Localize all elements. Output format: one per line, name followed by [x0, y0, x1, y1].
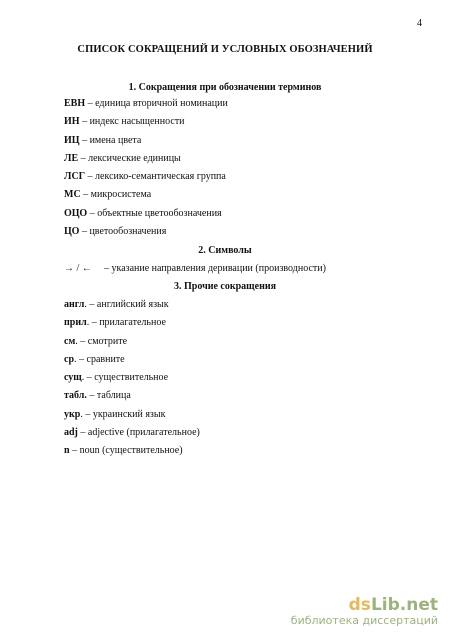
definition: – цветообозначения — [79, 226, 167, 238]
definition: – noun (существительное) — [69, 445, 183, 457]
abbr: ЕВН — [64, 98, 86, 109]
definition: – лексико-семантическая группа — [85, 171, 226, 183]
abbr: табл. — [64, 390, 87, 402]
definition: – имена цвета — [79, 134, 142, 146]
logo-ds: ds — [348, 595, 371, 615]
definition: – лексические единицы — [78, 152, 181, 164]
list-item — [64, 351, 424, 369]
section2-heading: 2. Символы — [198, 245, 252, 256]
definition: – adjective (прилагательное) — [77, 427, 200, 439]
list-item — [64, 406, 424, 424]
arrow-symbols: → / ← — [64, 263, 92, 274]
abbr: adj — [64, 427, 78, 439]
abbr: МС — [64, 189, 81, 201]
section3-heading: 3. Прочие сокращения — [174, 281, 276, 292]
section3-list — [64, 296, 424, 461]
logo-lib: Lib — [370, 595, 400, 615]
list-item — [64, 442, 424, 460]
definition: . – существительное — [81, 372, 169, 384]
section1-list — [64, 95, 424, 241]
definition: . – украинский язык — [80, 408, 166, 420]
abbr: ср — [64, 353, 74, 365]
definition: – единица вторичной номинации — [85, 98, 228, 109]
definition: – микросистема — [80, 189, 152, 201]
abbr: ЛЕ — [64, 152, 79, 164]
list-item — [64, 168, 424, 186]
definition: – объектные цветообозначения — [87, 207, 222, 219]
list-item — [64, 387, 424, 405]
definition: . – английский язык — [84, 299, 169, 310]
list-item — [64, 95, 424, 113]
definition: . – смотрите — [75, 335, 128, 347]
watermark-logo — [291, 596, 438, 614]
symbol-row — [64, 262, 326, 276]
list-item — [64, 369, 424, 387]
watermark — [291, 596, 438, 627]
abbr: прил — [64, 317, 87, 329]
abbr: ИН — [64, 116, 80, 128]
abbr: ОЦО — [64, 207, 88, 219]
definition: . – сравните — [74, 353, 125, 365]
abbr: англ — [64, 299, 85, 310]
watermark-subtitle: библиотека диссертаций — [290, 614, 438, 627]
definition: . – прилагательное — [86, 317, 166, 329]
list-item — [64, 132, 424, 150]
list-item — [64, 150, 424, 168]
page-number: 4 — [417, 18, 422, 29]
list-item — [64, 314, 424, 332]
symbol-definition: – указание направления деривации (производности) — [104, 263, 326, 274]
abbr: ЛСГ — [64, 171, 86, 183]
abbr: ИЦ — [64, 134, 80, 146]
list-item — [64, 296, 424, 314]
list-item — [64, 205, 424, 223]
list-item — [64, 223, 424, 241]
list-item — [64, 333, 424, 351]
definition: – индекс насыщенности — [79, 116, 185, 128]
abbr: см — [64, 335, 76, 347]
list-item — [64, 186, 424, 204]
logo-net: .net — [399, 595, 438, 615]
list-item — [64, 113, 424, 131]
abbr: сущ — [64, 372, 82, 384]
section1-heading: 1. Сокращения при обозначении терминов — [128, 82, 322, 93]
abbr: n — [64, 445, 70, 457]
abbr: ЦО — [64, 226, 80, 238]
page-title: СПИСОК СОКРАЩЕНИЙ И УСЛОВНЫХ ОБОЗНАЧЕНИЙ — [77, 44, 373, 55]
definition: – таблица — [86, 390, 131, 402]
list-item — [64, 424, 424, 442]
abbr: укр — [64, 408, 81, 420]
